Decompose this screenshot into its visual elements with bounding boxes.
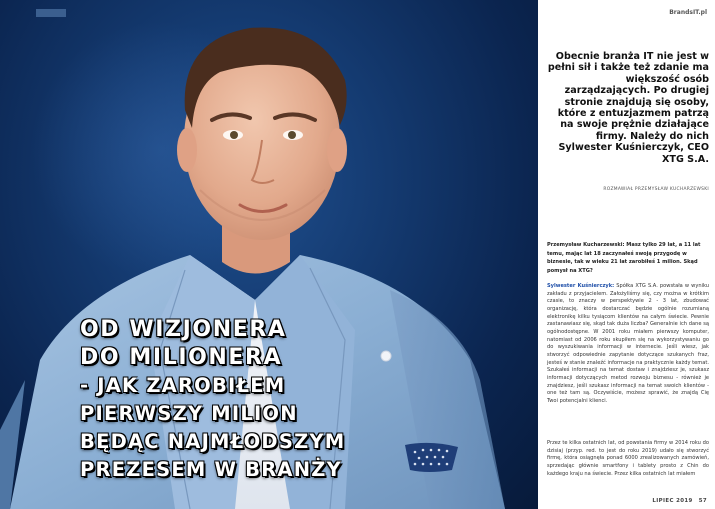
headline-line: BĘDĄC NAJMŁODSZYM bbox=[80, 430, 346, 453]
headline-line: - JAK ZAROBIŁEM bbox=[80, 374, 286, 397]
headline-line: DO MILIONERA bbox=[80, 345, 283, 370]
issue-date: LIPIEC 2019 bbox=[652, 498, 693, 504]
answer-text: Spółka XTG S.A. powstała w wyniku zakładu z przyjacielem. Założyliśmy się, czy można w krótkim czasie, to znaczy w perspektywie 2 - 3 lat, zbudować organizację, która dostarczać będzie ogólnie rozumianą elektronikę kilku tysiącom klientów na całym świecie. Pewnie zastanawiasz się, skąd tak duża liczba? Generalnie ich dane są ogólnodostępne. W 2001 roku miałem pierwszy komputer, natomiast od 2006 roku skupiłem się na wykorzystywaniu go do wyszukiwania informacji w internecie. Jeśli wiesz, jak stworzyć odpowiednie zapytanie dotyczące szukanych fraz, jesteś w stanie znaleźć informacje na praktycznie każdy temat. Szukałeś informacji na temat dostaw i znajdziesz je, szukasz informacji dotyczących metod rozwoju biznesu - również je znajdziesz, jeśli szukasz informacji na temat swoich klientów - one też tam są. Oczywiście, możesz sprawić, że znajdą Cię Twoi potencjalni klienci. bbox=[547, 283, 709, 404]
interview-answer-continued: Przez te kilka ostatnich lat, od powstania firmy w 2014 roku do dzisiaj (przyp. red. to jest do roku 2019) udało się stworzyć firmę, która osiągnęła ponad 6000 zrealizowanych zamówień, sprzedając głównie smartfony i tablety prosto z Chin do każdego kraju na świecie. Przez kilka ostatnich lat miałem bbox=[547, 440, 709, 477]
interview-credit: ROZMAWIAŁ PRZEMYSŁAW KUCHARZEWSKI bbox=[603, 187, 709, 192]
headline-line: OD WIZJONERA bbox=[80, 317, 287, 342]
headline-line: PIERWSZY MILION bbox=[80, 402, 298, 425]
lead-paragraph: Obecnie branża IT nie jest w pełni sił i także też zdanie ma większość osób zarządzających. Po drugiej stronie znajdują się osoby, które z entuzjazmem patrzą na swoje prężnie działające firmy. Należy do nich Sylwester Kuśnierczyk, CEO XTG S.A. bbox=[547, 51, 709, 165]
interview-question: Przemysław Kucharzewski: Masz tylko 29 lat, a 11 lat temu, mając lat 18 zaczynałeś swoją przygodę w biznesie, tak w wieku 21 lat zarobiłeś 1 milion. Skąd pomysł na XTG? bbox=[547, 242, 701, 274]
headline-line: PREZESEM W BRANŻY bbox=[80, 458, 342, 481]
page-number: 57 bbox=[698, 498, 707, 504]
article-text-page bbox=[538, 0, 715, 509]
page-footer bbox=[646, 498, 707, 504]
interview-answer bbox=[547, 283, 709, 406]
brand-name: BrandsIT.pl bbox=[669, 9, 707, 16]
answer-speaker: Sylwester Kuśnierczyk: bbox=[547, 283, 615, 289]
headline bbox=[80, 316, 380, 484]
